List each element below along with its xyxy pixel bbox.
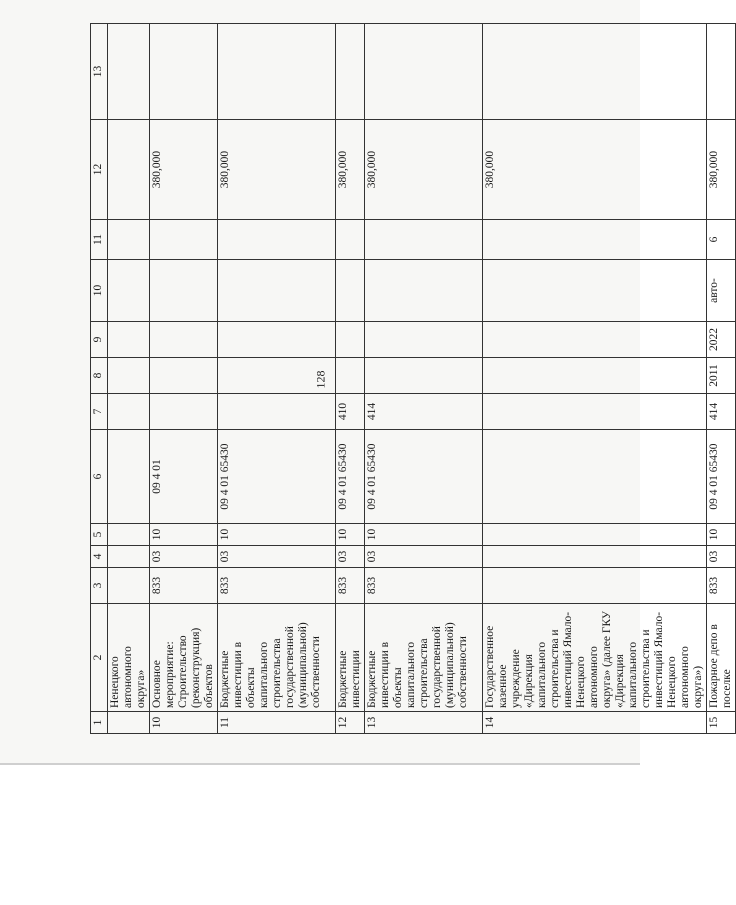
- table-cell: 380,000: [336, 120, 365, 220]
- table-cell: 380,000: [218, 120, 336, 220]
- table-cell: [483, 358, 707, 394]
- table-cell: [218, 394, 336, 430]
- table-cell: [336, 260, 365, 322]
- table-cell: [108, 220, 150, 260]
- table-cell: [108, 260, 150, 322]
- table-cell: [336, 220, 365, 260]
- table-cell: [108, 430, 150, 524]
- table-cell: [483, 394, 707, 430]
- table-cell: [218, 358, 336, 394]
- table-cell: 03: [150, 546, 218, 568]
- table-cell: 2011: [707, 358, 736, 394]
- table-cell: 414: [365, 394, 483, 430]
- table-cell: [150, 394, 218, 430]
- table-cell: [108, 120, 150, 220]
- table-cell: [336, 24, 365, 120]
- column-header: 2: [91, 604, 108, 712]
- table-cell: [108, 524, 150, 546]
- table-cell: [108, 322, 150, 358]
- table-row: [218, 24, 336, 734]
- table-cell: [483, 220, 707, 260]
- item-name: Пожарное депо в поселке: [707, 604, 736, 712]
- table-cell: 380,000: [707, 120, 736, 220]
- column-header: 9: [91, 322, 108, 358]
- column-header: 1: [91, 712, 108, 734]
- rotated-table-wrapper: [90, 24, 733, 734]
- table-cell: [218, 322, 336, 358]
- table-cell: 03: [365, 546, 483, 568]
- table-cell: 833: [336, 568, 365, 604]
- table-cell: [483, 546, 707, 568]
- item-name: Бюджетные инвестиции в объекты капитального строительства государственной (муниципальной) собственности: [365, 604, 483, 712]
- table-cell: 03: [707, 546, 736, 568]
- header-row: [91, 24, 108, 734]
- row-number: 12: [336, 712, 365, 734]
- item-name: Ненецкого автономного округа»: [108, 604, 150, 712]
- column-header: 13: [91, 24, 108, 120]
- column-header: 8: [91, 358, 108, 394]
- table-cell: 09 4 01 65430: [218, 430, 336, 524]
- table-cell: 10: [150, 524, 218, 546]
- table-cell: 09 4 01 65430: [707, 430, 736, 524]
- table-cell: [150, 220, 218, 260]
- table-cell: [483, 524, 707, 546]
- column-header: 10: [91, 260, 108, 322]
- table-cell: [365, 358, 483, 394]
- table-cell: 380,000: [483, 120, 707, 220]
- table-cell: 833: [218, 568, 336, 604]
- table-cell: [218, 260, 336, 322]
- table-row: [336, 24, 365, 734]
- table-cell: [108, 568, 150, 604]
- table-cell: [150, 358, 218, 394]
- table-cell: [108, 358, 150, 394]
- table-cell: [218, 220, 336, 260]
- table-cell: 10: [365, 524, 483, 546]
- table-cell: 833: [365, 568, 483, 604]
- row-number: 10: [150, 712, 218, 734]
- table-cell: 03: [336, 546, 365, 568]
- item-name: Государственное казенное учреждение «Дирекция капитального строительства и инвестиций Ямало-Ненецкого автономного округа» (далее ГКУ «Дирекция капитального строительства и инвестиций Ямало-Ненецкого автономного округа»): [483, 604, 707, 712]
- table-cell: [483, 24, 707, 120]
- table-cell: [108, 546, 150, 568]
- table-cell: [150, 322, 218, 358]
- item-name: Бюджетные инвестиции в объекты капитального строительства государственной (муниципальной) собственности: [218, 604, 336, 712]
- table-cell: 2022: [707, 322, 736, 358]
- table-cell: [150, 24, 218, 120]
- table-row: [707, 24, 736, 734]
- table-cell: 380,000: [365, 120, 483, 220]
- column-header: 7: [91, 394, 108, 430]
- table-cell: 380,000: [150, 120, 218, 220]
- table-cell: 10: [218, 524, 336, 546]
- table-cell: 833: [150, 568, 218, 604]
- table-cell: авто-: [707, 260, 736, 322]
- column-header: 6: [91, 430, 108, 524]
- table-cell: 10: [707, 524, 736, 546]
- table-cell: 09 4 01: [150, 430, 218, 524]
- table-cell: [483, 430, 707, 524]
- table-cell: [365, 322, 483, 358]
- table-cell: [108, 394, 150, 430]
- page-number: 128: [313, 370, 328, 389]
- table-row: [483, 24, 707, 734]
- table-cell: 03: [218, 546, 336, 568]
- table-body: [108, 24, 736, 734]
- table-cell: [150, 260, 218, 322]
- column-header: 4: [91, 546, 108, 568]
- table-cell: [108, 24, 150, 120]
- table-row: [108, 24, 150, 734]
- table-cell: 09 4 01 65430: [365, 430, 483, 524]
- table-cell: [218, 24, 336, 120]
- column-header: 3: [91, 568, 108, 604]
- table-cell: [365, 260, 483, 322]
- table-cell: [707, 24, 736, 120]
- table-cell: [483, 322, 707, 358]
- row-number: 11: [218, 712, 336, 734]
- row-number: 14: [483, 712, 707, 734]
- column-header: 5: [91, 524, 108, 546]
- table-cell: 833: [707, 568, 736, 604]
- row-number: [108, 712, 150, 734]
- column-header: 11: [91, 220, 108, 260]
- column-header: 12: [91, 120, 108, 220]
- table-cell: 10: [336, 524, 365, 546]
- table-cell: [483, 568, 707, 604]
- item-name: Основное мероприятие: Строительство (реконструкция) объектов: [150, 604, 218, 712]
- row-number: 13: [365, 712, 483, 734]
- table-cell: [365, 24, 483, 120]
- investment-table: [90, 23, 736, 734]
- table-cell: 09 4 01 65430: [336, 430, 365, 524]
- row-number: 15: [707, 712, 736, 734]
- item-name: Бюджетные инвестиции: [336, 604, 365, 712]
- table-cell: 6: [707, 220, 736, 260]
- table-cell: 414: [707, 394, 736, 430]
- table-cell: [365, 220, 483, 260]
- table-row: [365, 24, 483, 734]
- table-cell: 410: [336, 394, 365, 430]
- table-cell: [483, 260, 707, 322]
- table-cell: [336, 358, 365, 394]
- table-row: [150, 24, 218, 734]
- table-cell: [336, 322, 365, 358]
